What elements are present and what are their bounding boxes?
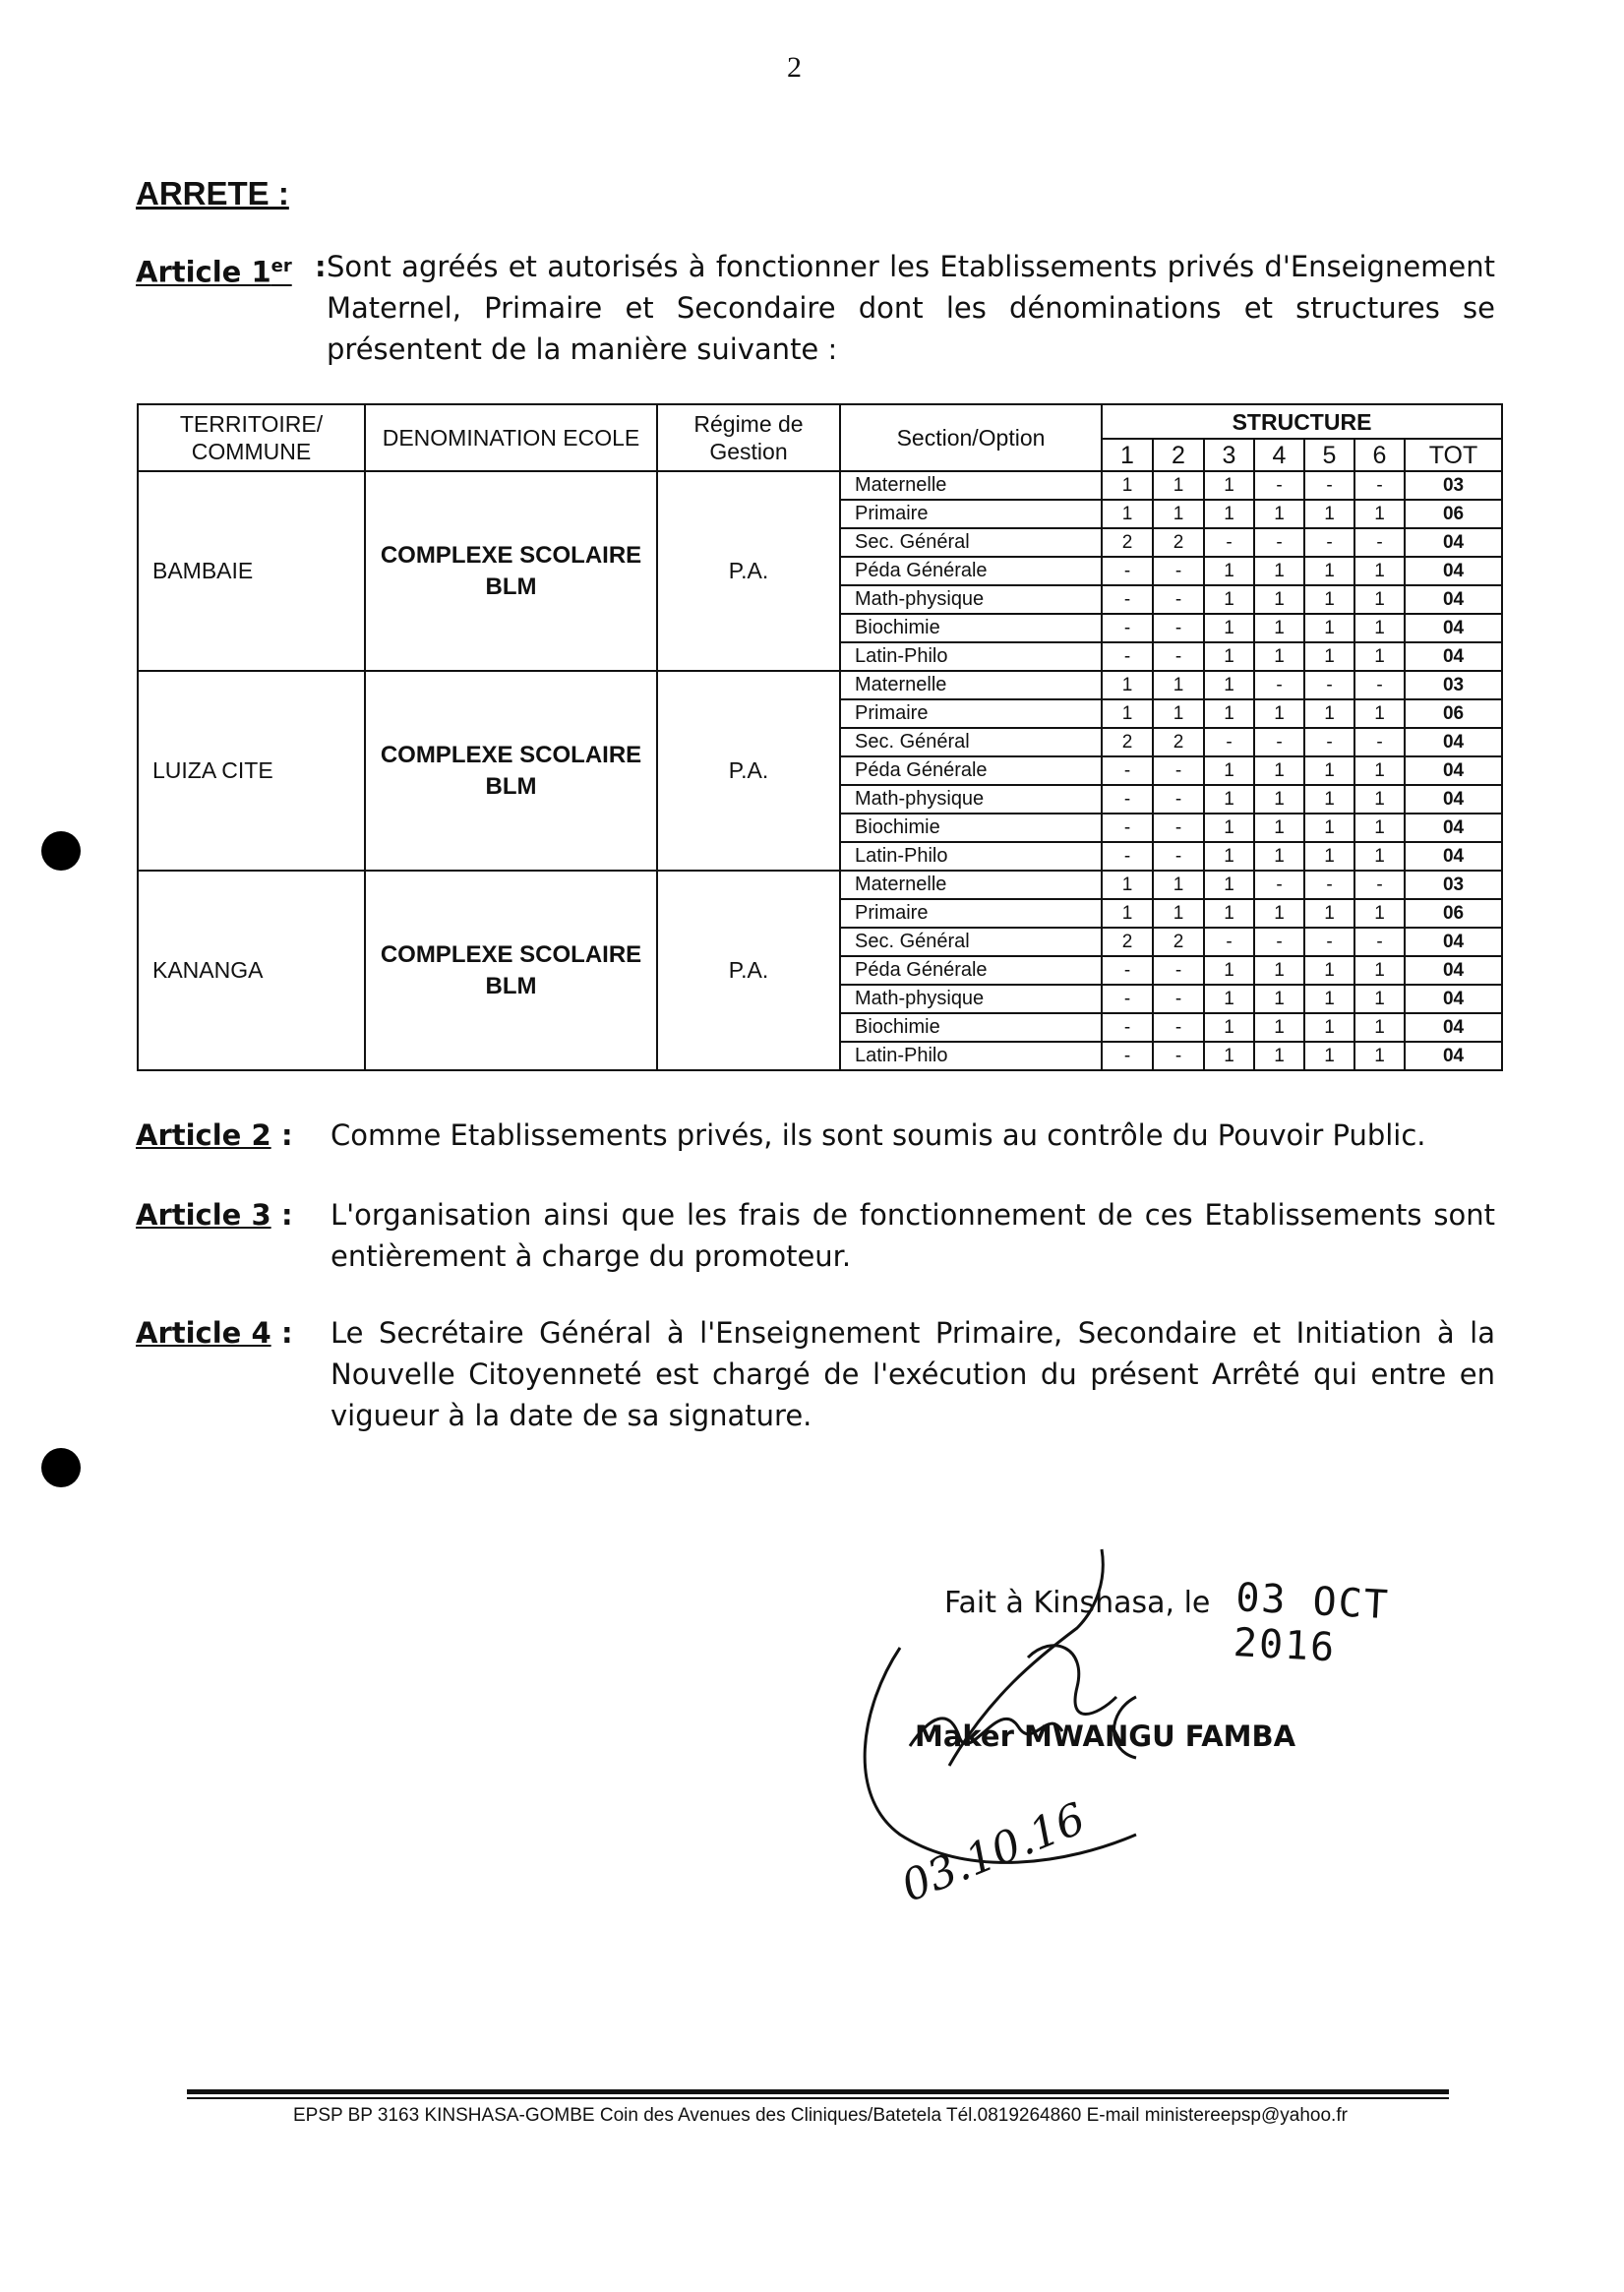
section-option-cell: Sec. Général (840, 928, 1102, 956)
article-text: L'organisation ainsi que les frais de fonctionnement de ces Etablissements sont entièrement à charge du promoteur. (331, 1198, 1495, 1273)
level-4-cell: - (1254, 471, 1304, 500)
level-4-cell: 1 (1254, 614, 1304, 642)
level-6-cell: 1 (1354, 785, 1405, 814)
header-school: DENOMINATION ECOLE (365, 404, 657, 471)
page-number: 2 (787, 51, 802, 84)
level-6-cell: 1 (1354, 814, 1405, 842)
level-2-cell: 1 (1153, 671, 1204, 699)
total-cell: 04 (1405, 642, 1502, 671)
article-colon: : (281, 1198, 293, 1232)
level-6-cell: 1 (1354, 500, 1405, 528)
decree-heading: ARRETE : (136, 175, 289, 211)
level-5-cell: 1 (1304, 500, 1354, 528)
level-6-cell: - (1354, 471, 1405, 500)
section-option-cell: Péda Générale (840, 956, 1102, 985)
total-cell: 06 (1405, 699, 1502, 728)
level-1-cell: 2 (1102, 528, 1153, 557)
total-cell: 04 (1405, 528, 1502, 557)
territory-cell: LUIZA CITE (138, 671, 365, 871)
level-3-cell: 1 (1204, 585, 1254, 614)
section-option-cell: Péda Générale (840, 756, 1102, 785)
schools-structure-table (137, 403, 1503, 1071)
level-3-cell: 1 (1204, 1013, 1254, 1042)
total-cell: 04 (1405, 585, 1502, 614)
level-5-cell: 1 (1304, 557, 1354, 585)
level-2-cell: 1 (1153, 899, 1204, 928)
section-option-cell: Maternelle (840, 471, 1102, 500)
level-6-cell: 1 (1354, 557, 1405, 585)
level-3-cell: 1 (1204, 642, 1254, 671)
level-6-cell: - (1354, 928, 1405, 956)
level-1-cell: - (1102, 814, 1153, 842)
level-4-cell: 1 (1254, 585, 1304, 614)
territory-cell: BAMBAIE (138, 471, 365, 671)
management-regime-cell: P.A. (657, 871, 840, 1070)
level-5-cell: 1 (1304, 1013, 1354, 1042)
level-1-cell: - (1102, 842, 1153, 871)
level-4-cell: - (1254, 928, 1304, 956)
article-colon: : (315, 250, 327, 283)
level-5-cell: - (1304, 528, 1354, 557)
punch-hole-top (41, 831, 81, 871)
level-5-cell: 1 (1304, 814, 1354, 842)
level-5-cell: 1 (1304, 642, 1354, 671)
level-3-cell: 1 (1204, 871, 1254, 899)
total-cell: 03 (1405, 871, 1502, 899)
level-6-cell: 1 (1354, 1013, 1405, 1042)
level-2-cell: 1 (1153, 699, 1204, 728)
section-option-cell: Biochimie (840, 614, 1102, 642)
level-5-cell: 1 (1304, 1042, 1354, 1070)
total-cell: 04 (1405, 814, 1502, 842)
level-6-cell: - (1354, 671, 1405, 699)
level-5-cell: 1 (1304, 699, 1354, 728)
management-regime-cell: P.A. (657, 671, 840, 871)
total-cell: 04 (1405, 785, 1502, 814)
article-colon: : (281, 1316, 293, 1350)
level-3-cell: 1 (1204, 699, 1254, 728)
level-6-cell: - (1354, 728, 1405, 756)
level-2-cell: - (1153, 1013, 1204, 1042)
total-cell: 04 (1405, 985, 1502, 1013)
level-6-cell: 1 (1354, 956, 1405, 985)
level-3-cell: 1 (1204, 1042, 1254, 1070)
article-label: Article 2 (136, 1118, 271, 1152)
header-level-1: 1 (1102, 439, 1153, 471)
date-stamp: 03 OCT 2016 (1232, 1575, 1391, 1671)
level-1-cell: - (1102, 642, 1153, 671)
table-row (138, 871, 1502, 899)
signature-block (894, 1575, 1495, 1912)
header-level-6: 6 (1354, 439, 1405, 471)
section-option-cell: Biochimie (840, 814, 1102, 842)
level-6-cell: 1 (1354, 585, 1405, 614)
level-2-cell: - (1153, 756, 1204, 785)
header-level-5: 5 (1304, 439, 1354, 471)
level-1-cell: - (1102, 557, 1153, 585)
level-3-cell: - (1204, 928, 1254, 956)
header-level-4: 4 (1254, 439, 1304, 471)
header-regime: Régime de Gestion (657, 404, 840, 471)
level-3-cell: 1 (1204, 814, 1254, 842)
level-5-cell: 1 (1304, 899, 1354, 928)
level-5-cell: 1 (1304, 956, 1354, 985)
level-1-cell: 1 (1102, 500, 1153, 528)
level-3-cell: 1 (1204, 500, 1254, 528)
footer-rule-thick (187, 2089, 1449, 2094)
level-2-cell: - (1153, 642, 1204, 671)
article-label: Article 4 (136, 1316, 271, 1350)
header-level-2: 2 (1153, 439, 1204, 471)
total-cell: 04 (1405, 756, 1502, 785)
article-label (136, 246, 292, 293)
level-1-cell: 2 (1102, 928, 1153, 956)
school-name-cell: COMPLEXE SCOLAIRE BLM (365, 871, 657, 1070)
level-5-cell: 1 (1304, 985, 1354, 1013)
level-6-cell: 1 (1354, 614, 1405, 642)
level-6-cell: - (1354, 528, 1405, 557)
level-4-cell: - (1254, 671, 1304, 699)
management-regime-cell: P.A. (657, 471, 840, 671)
section-option-cell: Biochimie (840, 1013, 1102, 1042)
level-4-cell: 1 (1254, 1042, 1304, 1070)
level-2-cell: - (1153, 842, 1204, 871)
level-1-cell: 2 (1102, 728, 1153, 756)
level-3-cell: 1 (1204, 985, 1254, 1013)
level-1-cell: 1 (1102, 871, 1153, 899)
level-4-cell: 1 (1254, 985, 1304, 1013)
place-of-signature: Fait à Kinshasa, le (944, 1586, 1211, 1620)
level-3-cell: 1 (1204, 671, 1254, 699)
level-2-cell: - (1153, 557, 1204, 585)
level-1-cell: - (1102, 614, 1153, 642)
footer-rule-thin (187, 2097, 1449, 2099)
level-5-cell: - (1304, 928, 1354, 956)
level-4-cell: 1 (1254, 899, 1304, 928)
level-1-cell: - (1102, 585, 1153, 614)
level-1-cell: - (1102, 1013, 1153, 1042)
section-option-cell: Latin-Philo (840, 1042, 1102, 1070)
level-1-cell: - (1102, 785, 1153, 814)
total-cell: 04 (1405, 842, 1502, 871)
level-5-cell: 1 (1304, 785, 1354, 814)
level-6-cell: 1 (1354, 642, 1405, 671)
level-3-cell: 1 (1204, 842, 1254, 871)
level-5-cell: 1 (1304, 756, 1354, 785)
signatory-name: Maker MWANGU FAMBA (915, 1719, 1296, 1753)
level-1-cell: 1 (1102, 671, 1153, 699)
level-1-cell: 1 (1102, 699, 1153, 728)
total-cell: 03 (1405, 471, 1502, 500)
section-option-cell: Sec. Général (840, 528, 1102, 557)
level-6-cell: - (1354, 871, 1405, 899)
level-2-cell: 2 (1153, 528, 1204, 557)
level-6-cell: 1 (1354, 899, 1405, 928)
level-1-cell: - (1102, 1042, 1153, 1070)
level-5-cell: - (1304, 471, 1354, 500)
article-text: Sont agréés et autorisés à fonctionner les Etablissements privés d'Enseignement Maternel, Primaire et Secondaire dont les dénominations et structures se présentent de la manière suivante : (327, 250, 1495, 366)
section-option-cell: Péda Générale (840, 557, 1102, 585)
level-2-cell: 2 (1153, 928, 1204, 956)
article-text: Comme Etablissements privés, ils sont soumis au contrôle du Pouvoir Public. (331, 1118, 1426, 1152)
section-option-cell: Sec. Général (840, 728, 1102, 756)
level-4-cell: 1 (1254, 699, 1304, 728)
table-row (138, 671, 1502, 699)
level-4-cell: 1 (1254, 557, 1304, 585)
level-3-cell: 1 (1204, 899, 1254, 928)
level-3-cell: 1 (1204, 557, 1254, 585)
level-2-cell: 1 (1153, 500, 1204, 528)
level-1-cell: 1 (1102, 899, 1153, 928)
level-3-cell: 1 (1204, 756, 1254, 785)
header-level-3: 3 (1204, 439, 1254, 471)
level-3-cell: - (1204, 528, 1254, 557)
level-1-cell: - (1102, 756, 1153, 785)
section-option-cell: Maternelle (840, 871, 1102, 899)
section-option-cell: Latin-Philo (840, 842, 1102, 871)
level-3-cell: 1 (1204, 785, 1254, 814)
table-row (138, 471, 1502, 500)
total-cell: 06 (1405, 899, 1502, 928)
header-structure: STRUCTURE (1102, 404, 1502, 439)
punch-hole-bottom (41, 1448, 81, 1487)
total-cell: 04 (1405, 557, 1502, 585)
level-6-cell: 1 (1354, 1042, 1405, 1070)
total-cell: 04 (1405, 614, 1502, 642)
level-3-cell: 1 (1204, 956, 1254, 985)
level-4-cell: 1 (1254, 814, 1304, 842)
total-cell: 03 (1405, 671, 1502, 699)
total-cell: 06 (1405, 500, 1502, 528)
section-option-cell: Math-physique (840, 585, 1102, 614)
level-6-cell: 1 (1354, 699, 1405, 728)
section-option-cell: Latin-Philo (840, 642, 1102, 671)
level-4-cell: 1 (1254, 842, 1304, 871)
level-1-cell: - (1102, 956, 1153, 985)
section-option-cell: Primaire (840, 699, 1102, 728)
level-4-cell: 1 (1254, 756, 1304, 785)
level-2-cell: - (1153, 614, 1204, 642)
header-total: TOT (1405, 439, 1502, 471)
header-territory: TERRITOIRE/ COMMUNE (138, 404, 365, 471)
section-option-cell: Maternelle (840, 671, 1102, 699)
level-3-cell: 1 (1204, 614, 1254, 642)
section-option-cell: Primaire (840, 899, 1102, 928)
level-4-cell: - (1254, 871, 1304, 899)
level-4-cell: 1 (1254, 1013, 1304, 1042)
level-3-cell: - (1204, 728, 1254, 756)
total-cell: 04 (1405, 1013, 1502, 1042)
level-2-cell: 1 (1153, 471, 1204, 500)
section-option-cell: Primaire (840, 500, 1102, 528)
level-2-cell: - (1153, 956, 1204, 985)
handwritten-date: 03.10.16 (894, 1793, 1093, 1912)
section-option-cell: Math-physique (840, 985, 1102, 1013)
level-4-cell: 1 (1254, 956, 1304, 985)
level-4-cell: 1 (1254, 785, 1304, 814)
territory-cell: KANANGA (138, 871, 365, 1070)
total-cell: 04 (1405, 956, 1502, 985)
total-cell: 04 (1405, 928, 1502, 956)
level-2-cell: - (1153, 985, 1204, 1013)
header-section: Section/Option (840, 404, 1102, 471)
level-5-cell: 1 (1304, 585, 1354, 614)
footer-address: EPSP BP 3163 KINSHASA-GOMBE Coin des Avenues des Cliniques/Batetela Tél.0819264860 E-mail ministereepsp@yahoo.fr (293, 2105, 1348, 2126)
total-cell: 04 (1405, 1042, 1502, 1070)
level-5-cell: - (1304, 728, 1354, 756)
level-4-cell: 1 (1254, 500, 1304, 528)
article-label-main: Article 1 (136, 255, 271, 289)
level-2-cell: - (1153, 1042, 1204, 1070)
article-label: Article 3 (136, 1198, 271, 1232)
level-2-cell: - (1153, 814, 1204, 842)
level-4-cell: - (1254, 728, 1304, 756)
article-label-superscript: er (271, 256, 292, 276)
level-3-cell: 1 (1204, 471, 1254, 500)
total-cell: 04 (1405, 728, 1502, 756)
level-4-cell: 1 (1254, 642, 1304, 671)
level-6-cell: 1 (1354, 842, 1405, 871)
level-5-cell: 1 (1304, 842, 1354, 871)
level-1-cell: - (1102, 985, 1153, 1013)
level-2-cell: 2 (1153, 728, 1204, 756)
level-2-cell: - (1153, 585, 1204, 614)
level-5-cell: - (1304, 871, 1354, 899)
section-option-cell: Math-physique (840, 785, 1102, 814)
level-6-cell: 1 (1354, 985, 1405, 1013)
level-2-cell: - (1153, 785, 1204, 814)
level-2-cell: 1 (1153, 871, 1204, 899)
level-4-cell: - (1254, 528, 1304, 557)
level-5-cell: 1 (1304, 614, 1354, 642)
article-colon: : (281, 1118, 293, 1152)
school-name-cell: COMPLEXE SCOLAIRE BLM (365, 471, 657, 671)
level-1-cell: 1 (1102, 471, 1153, 500)
school-name-cell: COMPLEXE SCOLAIRE BLM (365, 671, 657, 871)
level-6-cell: 1 (1354, 756, 1405, 785)
article-text: Le Secrétaire Général à l'Enseignement Primaire, Secondaire et Initiation à la Nouvelle Citoyenneté est chargé de l'exécution du présent Arrêté qui entre en vigueur à la date de sa signature. (331, 1316, 1495, 1432)
level-5-cell: - (1304, 671, 1354, 699)
